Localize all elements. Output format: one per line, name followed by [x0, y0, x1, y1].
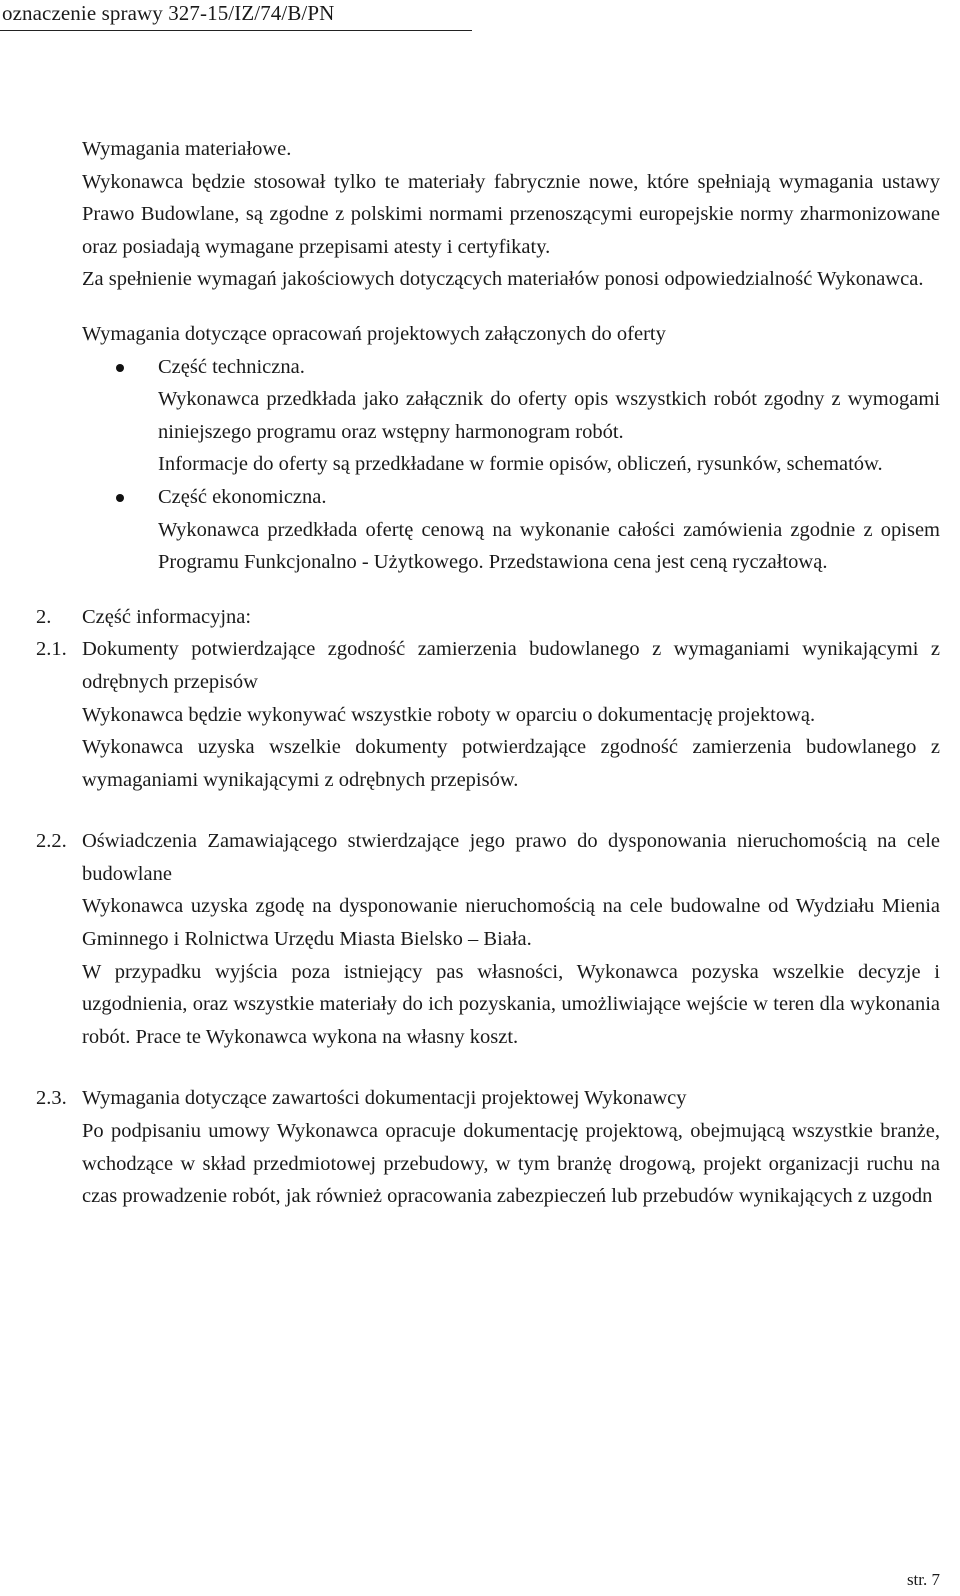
section-2-heading: [36, 601, 940, 634]
document-body: [36, 133, 940, 1213]
section-2-2-para-2: W przypadku wyjścia poza istniejący pas własności, Wykonawca pozyska wszelkie decyzje i uzgodnienia, oraz wszystkie materiały do ich pozyskania, umożliwiające wejście w teren dla wykonania robót. Prace te Wykonawca wykona na własny koszt.: [82, 960, 940, 1048]
section-2-2-heading: [36, 825, 940, 890]
section-title: Wymagania dotyczące zawartości dokumentacji projektowej Wykonawcy: [82, 1087, 687, 1110]
bullet-icon: [116, 364, 124, 372]
section-2-1-para-1: Wykonawca będzie wykonywać wszystkie roboty w oparciu o dokumentację projektową.: [82, 703, 816, 726]
technical-part-para-1: Wykonawca przedkłada jako załącznik do oferty opis wszystkich robót zgodny z wymogami niniejszego programu oraz wstępny harmonogram robót.: [158, 388, 940, 443]
section-number: 2.: [36, 605, 52, 628]
material-requirements-title: Wymagania materiałowe.: [82, 138, 292, 160]
section-2-2-para-1: Wykonawca uzyska zgodę na dysponowanie nieruchomością na cele budowalne od Wydziału Mienia Gminnego i Rolnictwa Urzędu Miasta Bielsko – Biała.: [82, 895, 940, 951]
economic-part-heading: Część ekonomiczna.: [158, 485, 327, 508]
page-number: str. 7: [906, 1570, 940, 1589]
list-item-technical: [82, 351, 940, 384]
section-number: 2.2.: [36, 830, 67, 853]
material-requirements-para-1: Wykonawca będzie stosował tylko te materiały fabrycznie nowe, które spełniają wymagania ustawy Prawo Budowlane, są zgodne z polskimi normami przenoszącymi europejskie normy zharmonizowane oraz posiadają wymagane przepisami atesty i certyfikaty.: [82, 170, 940, 258]
section-2-1-heading: [36, 633, 940, 698]
section-number: 2.1.: [36, 638, 67, 661]
project-requirements-title: Wymagania dotyczące opracowań projektowych załączonych do oferty: [82, 322, 666, 345]
list-item-economic: [82, 481, 940, 514]
bullet-icon: [116, 494, 124, 502]
section-2-3-heading: [36, 1082, 940, 1115]
material-requirements-para-2: Za spełnienie wymagań jakościowych dotyczących materiałów ponosi odpowiedzialność Wykonawca.: [82, 268, 924, 291]
case-number-header: oznaczenie sprawy 327-15/IZ/74/B/PN: [0, 0, 472, 31]
section-title: Część informacyjna:: [82, 605, 252, 628]
section-2-1-para-2: Wykonawca uzyska wszelkie dokumenty potwierdzające zgodność zamierzenia budowlanego z wymaganiami wynikającymi z odrębnych przepisów.: [82, 736, 940, 791]
section-2-3-para-1: Po podpisaniu umowy Wykonawca opracuje dokumentację projektową, obejmującą wszystkie branże, wchodzące w skład przedmiotowej przebudowy, w tym branżę drogową, projekt organizacji ruchu na czas prowadzenie robót, jak również opracowania zabezpieczeń lub przebudów wynikających z uzgodn: [82, 1120, 940, 1208]
economic-part-para-1: Wykonawca przedkłada ofertę cenową na wykonanie całości zamówienia zgodnie z opisem Programu Funkcjonalno - Użytkowego. Przedstawiona cena jest ceną ryczałtową.: [158, 518, 940, 574]
technical-part-heading: Część techniczna.: [158, 355, 305, 378]
technical-part-para-2: Informacje do oferty są przedkładane w formie opisów, obliczeń, rysunków, schematów.: [158, 453, 883, 476]
section-title: Dokumenty potwierdzające zgodność zamierzenia budowlanego z wymaganiami wynikającymi z odrębnych przepisów: [82, 638, 940, 693]
section-title: Oświadczenia Zamawiającego stwierdzające jego prawo do dysponowania nieruchomością na cele budowlane: [82, 830, 940, 885]
section-number: 2.3.: [36, 1087, 67, 1110]
